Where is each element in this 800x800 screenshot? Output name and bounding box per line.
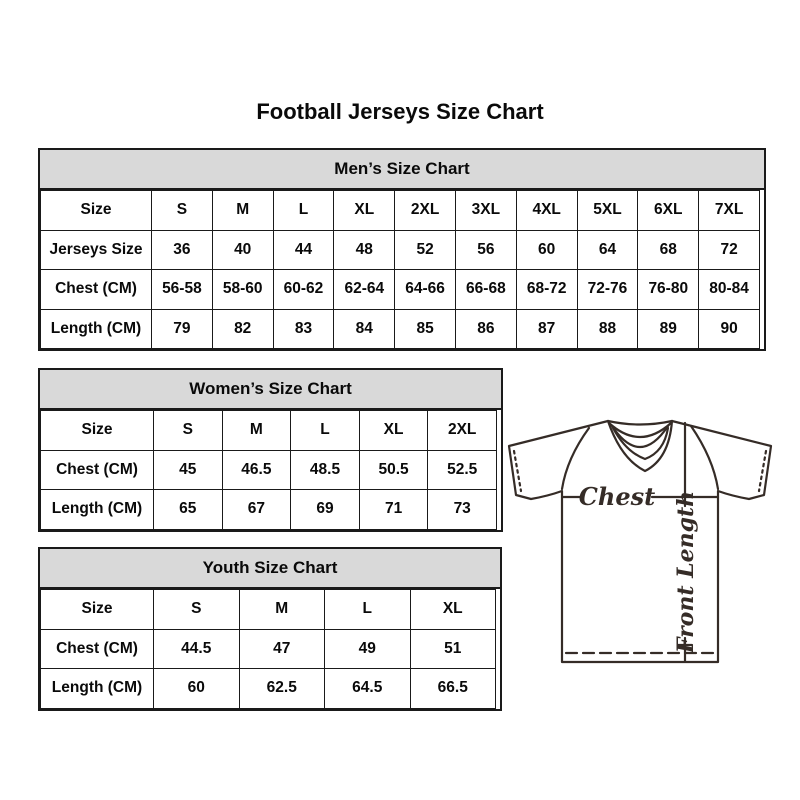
value-cell: 47 [239, 629, 325, 669]
value-cell: S [152, 191, 213, 231]
table-row [41, 309, 760, 349]
value-cell: 62-64 [334, 270, 395, 310]
value-cell: 4XL [516, 191, 577, 231]
value-cell: 76-80 [638, 270, 699, 310]
value-cell: 36 [152, 230, 213, 270]
value-cell: 88 [577, 309, 638, 349]
value-cell: 68-72 [516, 270, 577, 310]
value-cell: 62.5 [239, 669, 325, 709]
value-cell: 3XL [455, 191, 516, 231]
value-cell: 45 [154, 450, 223, 490]
mens-table-title: Men’s Size Chart [40, 150, 764, 190]
value-cell: XL [410, 590, 496, 630]
value-cell: 2XL [395, 191, 456, 231]
row-label-cell: Chest (CM) [41, 270, 152, 310]
row-label-cell: Chest (CM) [41, 450, 154, 490]
chest-label: Chest [578, 482, 656, 511]
right-armhole-seam [691, 426, 718, 489]
row-label-cell: Jerseys Size [41, 230, 152, 270]
value-cell: 48.5 [291, 450, 360, 490]
womens-table-grid [40, 410, 497, 530]
value-cell: 56 [455, 230, 516, 270]
table-row [41, 191, 760, 231]
value-cell: L [291, 411, 360, 451]
value-cell: 82 [212, 309, 273, 349]
value-cell: 69 [291, 490, 360, 530]
value-cell: 64-66 [395, 270, 456, 310]
value-cell: 56-58 [152, 270, 213, 310]
youth-table-grid [40, 589, 496, 709]
value-cell: S [154, 411, 223, 451]
value-cell: M [212, 191, 273, 231]
value-cell: 60-62 [273, 270, 334, 310]
row-label-cell: Size [41, 191, 152, 231]
value-cell: 86 [455, 309, 516, 349]
value-cell: 49 [325, 629, 411, 669]
row-label-cell: Length (CM) [41, 490, 154, 530]
value-cell: 90 [699, 309, 760, 349]
value-cell: 84 [334, 309, 395, 349]
page-title: Football Jerseys Size Chart [256, 99, 544, 124]
value-cell: 60 [154, 669, 240, 709]
mens-size-chart-table [38, 148, 766, 351]
value-cell: S [154, 590, 240, 630]
value-cell: 66-68 [455, 270, 516, 310]
mens-table-grid [40, 190, 760, 349]
value-cell: XL [359, 411, 428, 451]
row-label-cell: Length (CM) [41, 669, 154, 709]
left-armhole-seam [562, 428, 589, 489]
value-cell: 87 [516, 309, 577, 349]
row-label-cell: Size [41, 411, 154, 451]
collar-top-edge [608, 421, 672, 425]
value-cell: 52.5 [428, 450, 497, 490]
value-cell: XL [334, 191, 395, 231]
table-row [41, 490, 497, 530]
table-row [41, 450, 497, 490]
table-row [41, 629, 496, 669]
value-cell: 2XL [428, 411, 497, 451]
table-row [41, 270, 760, 310]
value-cell: 58-60 [212, 270, 273, 310]
value-cell: 46.5 [222, 450, 291, 490]
row-label-cell: Size [41, 590, 154, 630]
value-cell: 40 [212, 230, 273, 270]
value-cell: 44 [273, 230, 334, 270]
value-cell: 50.5 [359, 450, 428, 490]
table-row [41, 590, 496, 630]
jersey-measurement-diagram [503, 398, 777, 672]
value-cell: L [325, 590, 411, 630]
value-cell: 71 [359, 490, 428, 530]
value-cell: 89 [638, 309, 699, 349]
table-row [41, 669, 496, 709]
value-cell: 83 [273, 309, 334, 349]
front-length-label: Front Length [673, 490, 699, 654]
value-cell: 6XL [638, 191, 699, 231]
value-cell: 64.5 [325, 669, 411, 709]
value-cell: 44.5 [154, 629, 240, 669]
value-cell: 52 [395, 230, 456, 270]
table-row [41, 411, 497, 451]
value-cell: 80-84 [699, 270, 760, 310]
value-cell: 51 [410, 629, 496, 669]
value-cell: 85 [395, 309, 456, 349]
value-cell: 68 [638, 230, 699, 270]
youth-table-title: Youth Size Chart [40, 549, 500, 589]
row-label-cell: Length (CM) [41, 309, 152, 349]
value-cell: 67 [222, 490, 291, 530]
row-label-cell: Chest (CM) [41, 629, 154, 669]
value-cell: 48 [334, 230, 395, 270]
table-row [41, 230, 760, 270]
value-cell: 73 [428, 490, 497, 530]
youth-size-chart-table [38, 547, 502, 711]
womens-size-chart-table [38, 368, 503, 532]
value-cell: 72 [699, 230, 760, 270]
value-cell: M [222, 411, 291, 451]
value-cell: 7XL [699, 191, 760, 231]
value-cell: 64 [577, 230, 638, 270]
value-cell: M [239, 590, 325, 630]
value-cell: L [273, 191, 334, 231]
value-cell: 5XL [577, 191, 638, 231]
value-cell: 66.5 [410, 669, 496, 709]
value-cell: 65 [154, 490, 223, 530]
value-cell: 60 [516, 230, 577, 270]
value-cell: 72-76 [577, 270, 638, 310]
value-cell: 79 [152, 309, 213, 349]
womens-table-title: Women’s Size Chart [40, 370, 501, 410]
